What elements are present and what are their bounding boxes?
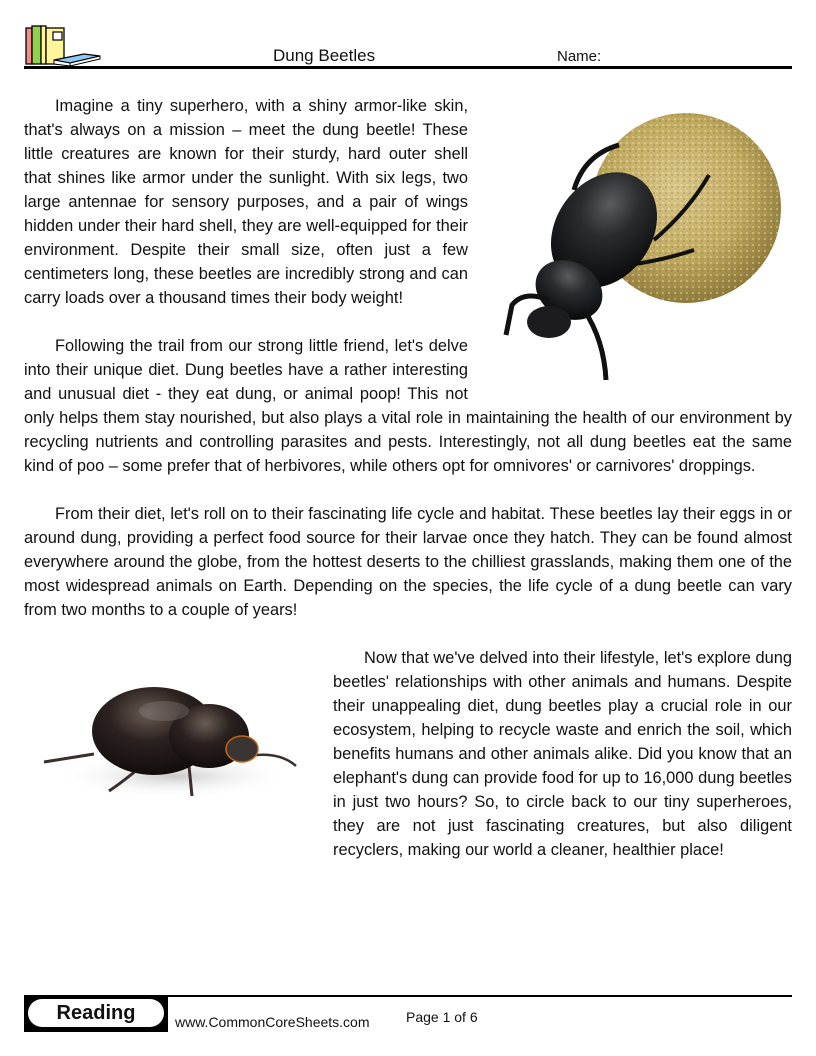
site-url: www.CommonCoreSheets.com — [175, 1014, 370, 1030]
header-divider — [24, 66, 792, 69]
reading-badge-label: Reading — [28, 999, 164, 1027]
paragraph-1: Imagine a tiny superhero, with a shiny armor-like skin, that's always on a mission – meet the dung beetle! These little creatures are known for their sturdy, hard outer shell that shines like armor under the sunlight. With six legs, two large antennae for sensory purposes, and a pair of wings hidden under their hard shell, they are well-equipped for their environment. Despite their small size, often just a few centimeters long, these beetles are incredibly strong and can carry loads over a thousand times their body weight! — [24, 97, 468, 307]
page-header — [24, 24, 792, 70]
paragraph-4: Now that we've delved into their lifestyle, let's explore dung beetles' relationships with other animals and humans. Despite their unappealing diet, dung beetles play a crucial role in our ecosystem, helping to recycle waste and enrich the soil, which benefits humans and other animals alike. Did you know that an elephant's dung can provide food for up to 16,000 dung beetles in just two hours? So, to circle back to our tiny superheroes, they are not just fascinating creatures, but also diligent recyclers, making our world a cleaner, healthier place! — [333, 649, 792, 859]
worksheet-title: Dung Beetles — [273, 46, 376, 65]
article-body — [24, 94, 792, 886]
paragraph-3: From their diet, let's roll on to their fascinating life cycle and habitat. These beetles lay their eggs in or around dung, providing a perfect food source for their larvae once they hatch. They can be found almost everywhere around the globe, from the hottest deserts to the chilliest grasslands, making them one of the most widespread animals on Earth. Depending on the species, the life cycle of a dung beetle can vary from two months to a couple of years! — [24, 505, 792, 619]
dung-beetle-rolling-ball-image — [494, 100, 784, 385]
name-label: Name: — [557, 48, 602, 65]
paragraph-2: Following the trail from our strong little friend, let's delve into their unique diet. Dung beetles have a rather interesting and unusual diet - they eat dung, or animal poop! This not only helps them stay nourished, but also plays a vital role in maintaining the health of our environment by recycling nutrients and controlling parasites and pests. Interestingly, not all dung beetles eat the same kind of poo – some prefer that of herbivores, while others opt for omnivores' or carnivores' droppings. — [24, 337, 792, 475]
page-number: Page 1 of 6 — [406, 1009, 478, 1025]
books-icon — [24, 24, 102, 66]
reading-badge — [24, 996, 168, 1032]
dung-beetle-side-view-image — [24, 666, 308, 866]
